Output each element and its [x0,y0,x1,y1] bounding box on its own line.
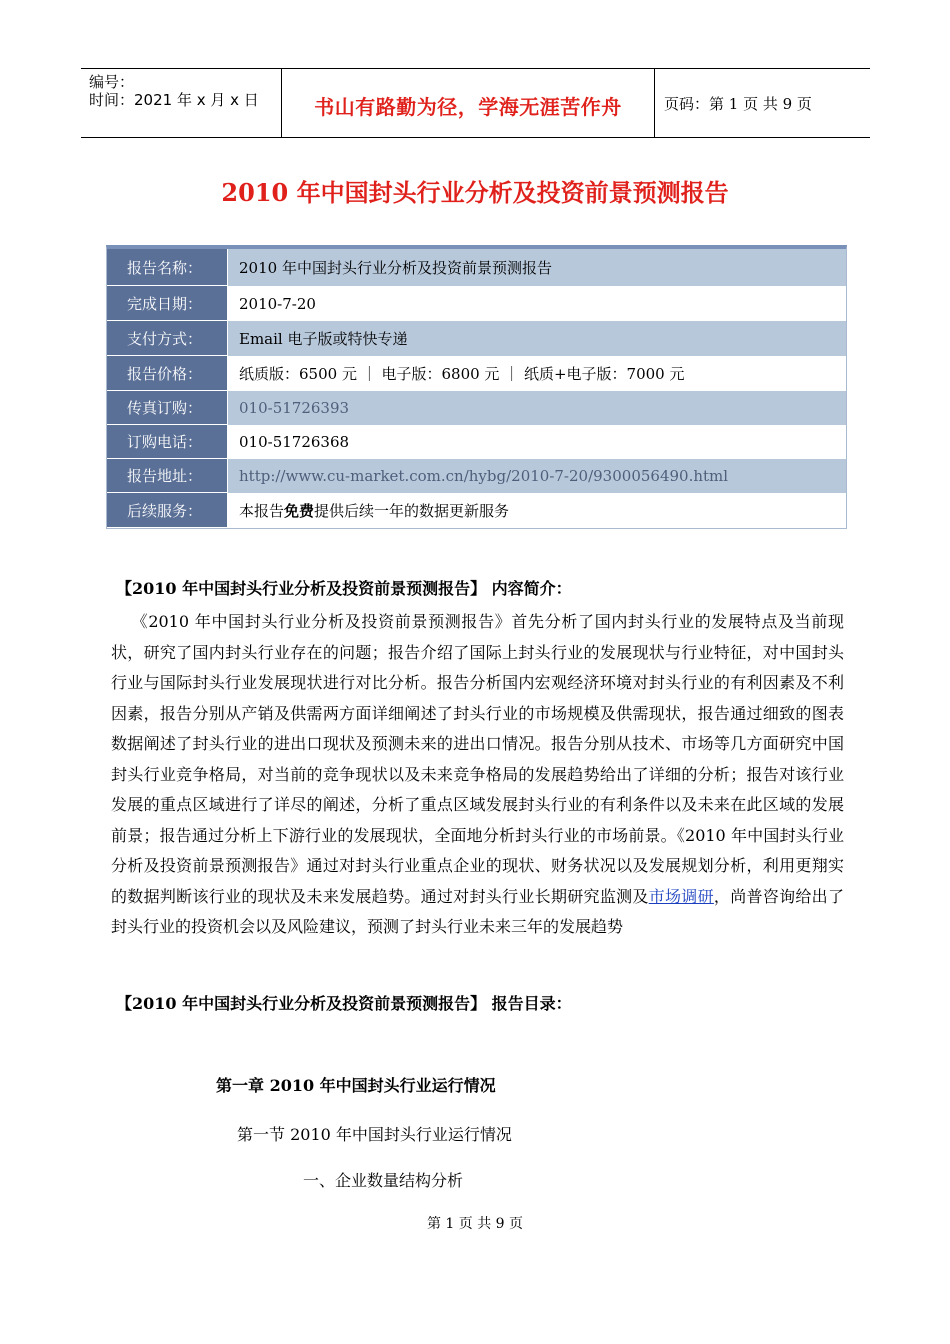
intro-text-end: ，尚普咨询给出了封头行业的投资机会以及风险建议，预测了封头行业未来三年的发展趋势 [111,886,844,936]
report-title: 2010 年中国封头行业分析及投资前景预测报告 [221,178,729,207]
info-value: 纸质版：6500 元 ｜ 电子版：6800 元 ｜ 纸质+电子版：7000 元 [228,356,846,391]
info-row-name [107,249,846,286]
info-value: 2010 年中国封头行业分析及投资前景预测报告 [228,249,846,286]
report-url-link[interactable]: http://www.cu-market.com.cn/hybg/2010-7-20/9300056490.html [228,459,846,493]
info-row-url [107,459,846,493]
info-row-service [107,493,846,528]
info-label: 报告价格： [107,356,227,391]
page-footer: 第 1 页 共 9 页 [426,1216,524,1232]
info-row-date [107,286,846,321]
intro-heading: 【2010 年中国封头行业分析及投资前景预测报告】 内容简介： [116,579,572,598]
market-research-link[interactable]: 市场调研 [648,886,714,906]
info-value: Email 电子版或特快专递 [228,321,846,356]
info-value: 2010-7-20 [228,286,846,321]
info-row-fax [107,391,846,425]
info-label: 支付方式： [107,321,227,356]
report-info-table [106,245,847,529]
info-row-price [107,356,846,391]
header-meta-cell [81,69,281,137]
toc-heading: 【2010 年中国封头行业分析及投资前景预测报告】 报告目录： [116,994,572,1013]
toc-chapter: 第一章 2010 年中国封头行业运行情况 [216,1076,496,1095]
info-value: 010-51726393 [228,391,846,425]
intro-text: 《2010 年中国封头行业分析及投资前景预测报告》首先分析了国内封头行业的发展特点及当前现状，研究了国内封头行业存在的问题；报告介绍了国际上封头行业的发展现状与行业特征，对中国封头行业与国际封头行业发展现状进行对比分析。报告分析国内宏观经济环境对封头行业的有利因素及不利因素，报告分别从产销及供需两方面详细阐述了封头行业的市场规模及供需现状，报告通过细致的图表数据阐述了封头行业的进出口现状及预测未来的进出口情况。报告分别从技术、市场等几方面研究中国封头行业竞争格局，对当前的竞争现状以及未来竞争格局的发展趋势给出了详细的分析；报告对该行业发展的重点区域进行了详尽的阐述，分析了重点区域发展封头行业的有利条件以及未来在此区域的发展前景；报告通过分析上下游行业的发展现状，全面地分析封头行业的市场前景。《2010 年中国封头行业分析及投资前景预测报告》通过对封头行业重点企业的现状、财务状况以及发展规划分析，利用更翔实的数据判断该行业的现状及未来发展趋势。通过对封头行业长期研究监测及 [111,612,844,906]
info-value: 010-51726368 [228,425,846,459]
info-label: 报告地址： [107,459,227,493]
info-row-phone [107,425,846,459]
info-label: 报告名称： [107,249,227,286]
service-suffix: 提供后续一年的数据更新服务 [314,502,510,520]
header-motto-cell [281,69,655,137]
page-info: 页码：第 1 页 共 9 页 [664,95,812,113]
motto-text: 书山有路勤为径，学海无涯苦作舟 [314,95,622,119]
info-label: 传真订购： [107,391,227,425]
info-row-payment [107,321,846,356]
intro-paragraph [111,607,844,943]
info-label: 订购电话： [107,425,227,459]
document-time-label: 时间：2021 年 x 月 x 日 [89,91,259,109]
document-header [81,68,870,138]
service-free: 免费 [284,502,315,520]
service-prefix: 本报告 [239,502,285,520]
info-label: 后续服务： [107,493,227,528]
toc-section: 第一节 2010 年中国封头行业运行情况 [237,1125,512,1144]
document-code-label: 编号： [89,73,135,91]
header-page-cell [654,69,870,137]
toc-item: 一、企业数量结构分析 [303,1171,464,1190]
info-label: 完成日期： [107,286,227,321]
info-value [228,493,846,528]
